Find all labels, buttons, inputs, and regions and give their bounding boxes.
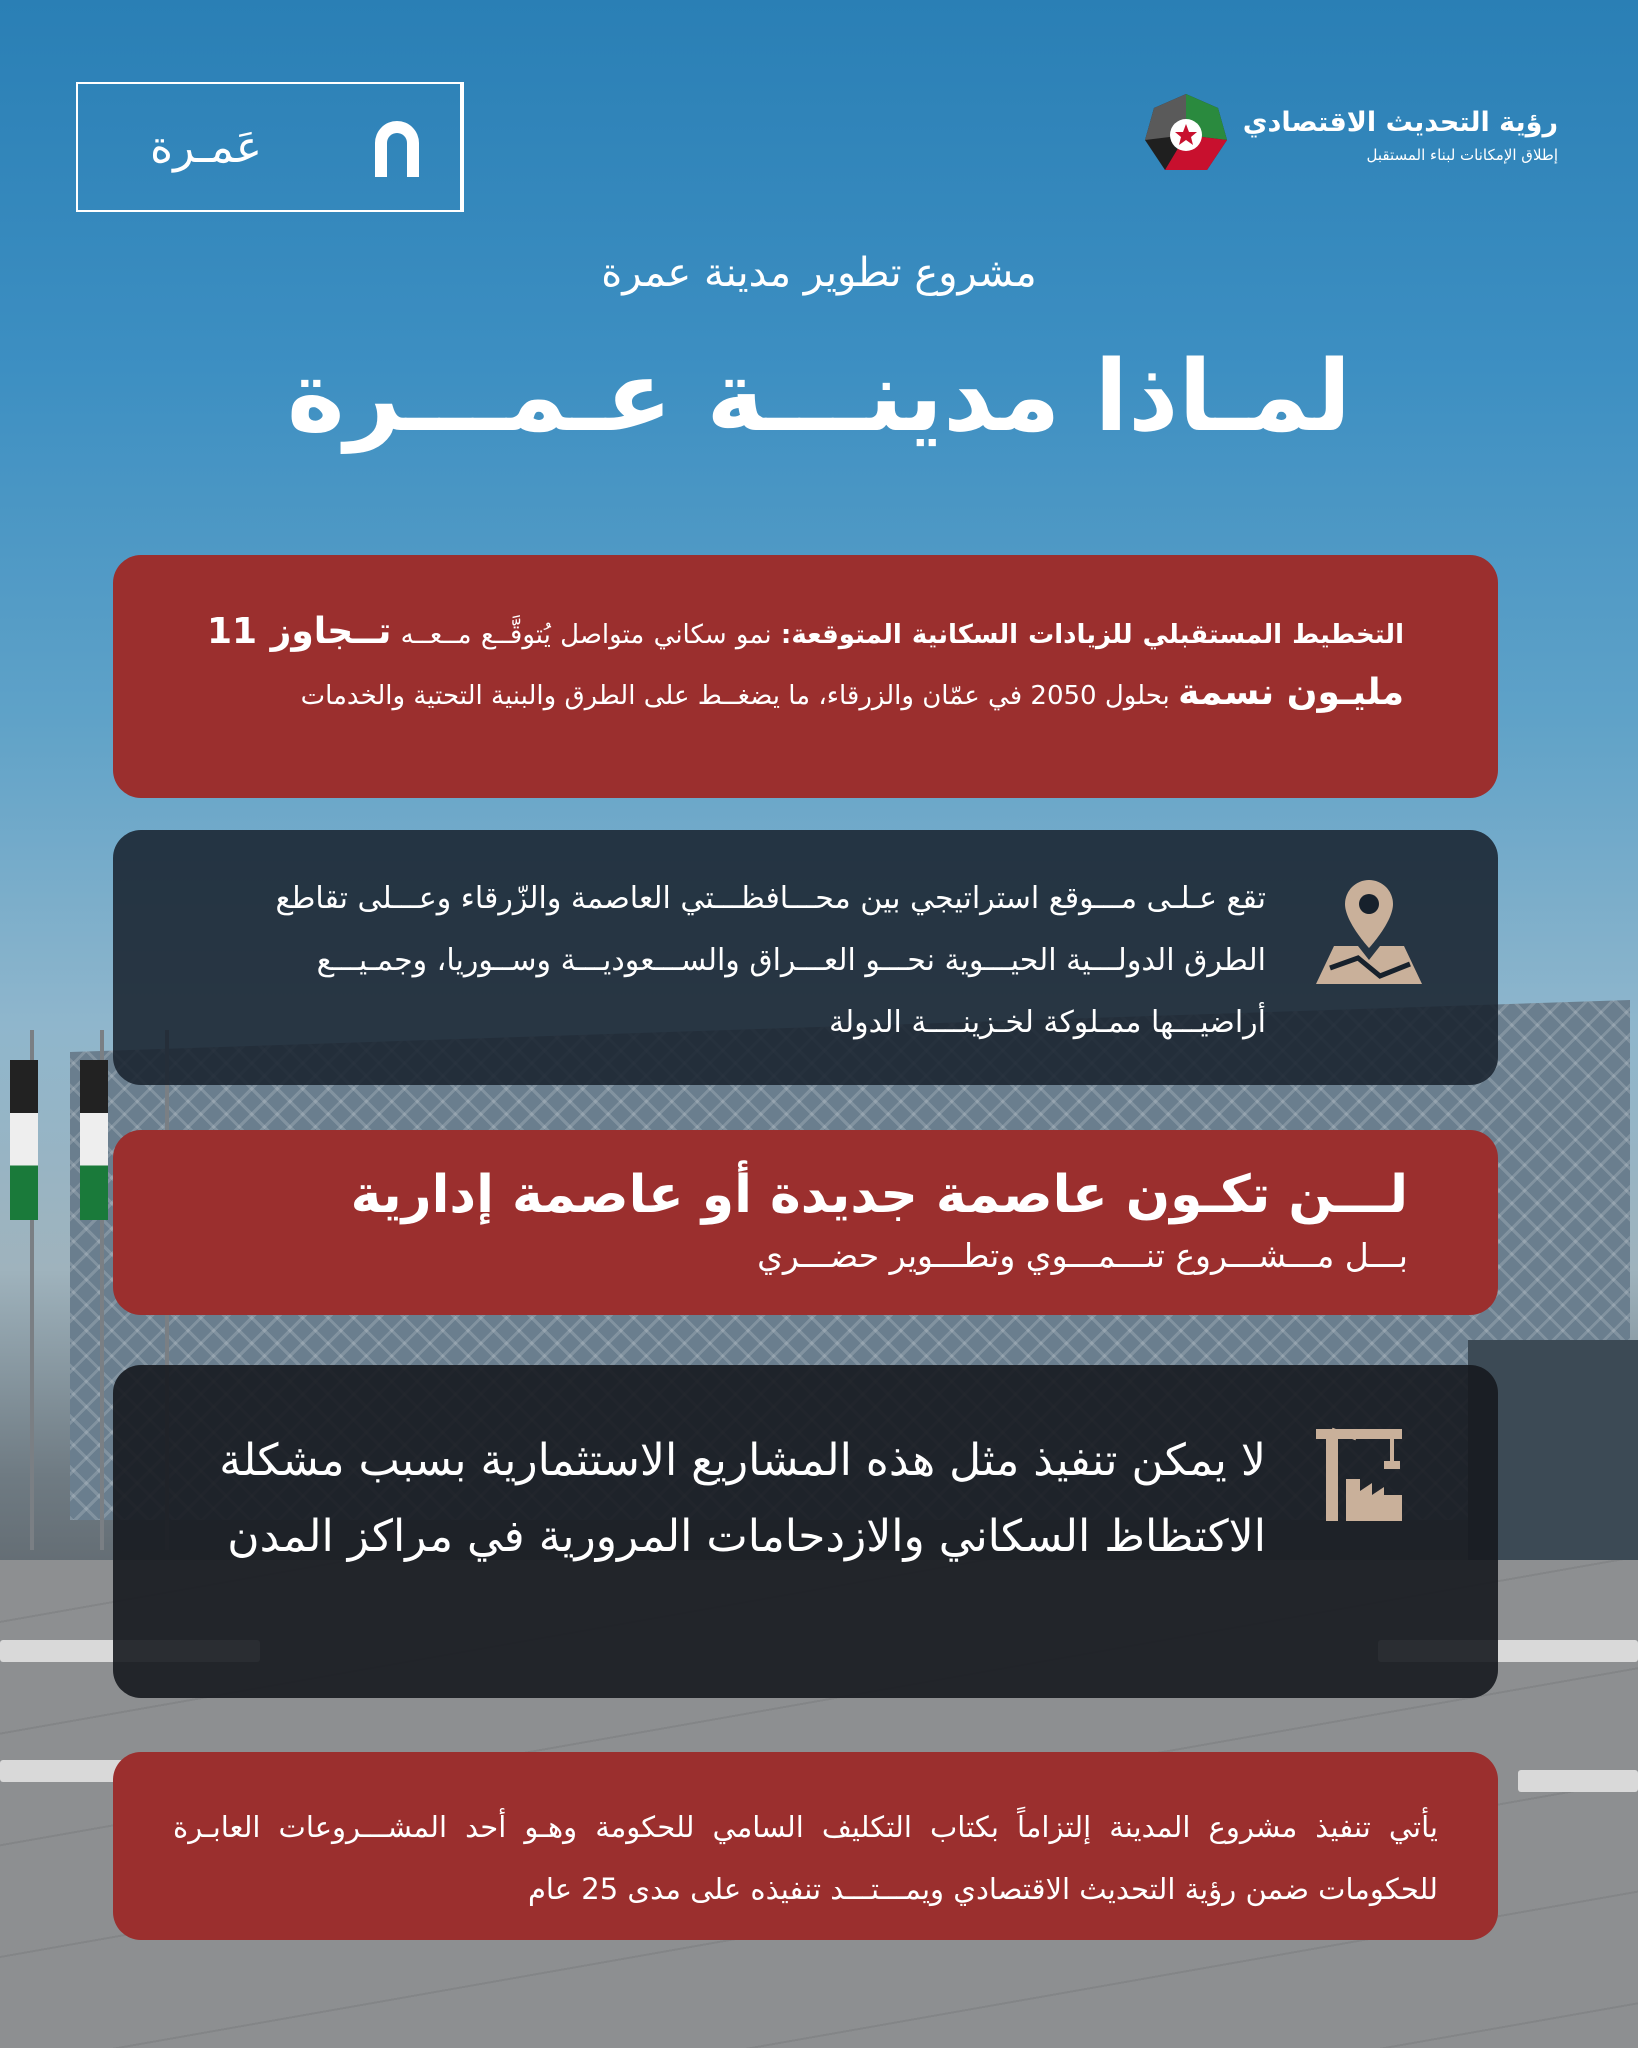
- omra-logo: [76, 82, 464, 212]
- flag: [10, 1060, 38, 1220]
- royal-mandate-text: يأتي تنفيذ مشروع المدينة إلتزاماً بكتاب التكليف السامي للحكومة وهـو أحد المشـــروعات العابـرة للحكومات ضمن رؤية التحديث الاقتصادي ويمـــتـــد تنفيذه على مدى 25 عام: [173, 1810, 1438, 1906]
- vision-tagline: إطلاق الإمكانات لبناء المستقبل: [1366, 145, 1558, 164]
- arch-icon: [369, 115, 425, 179]
- flag: [80, 1060, 108, 1220]
- page-subtitle: مشروع تطوير مدينة عمرة: [601, 250, 1037, 296]
- vision-emblem-icon: [1143, 92, 1229, 178]
- omra-logo-word: عَمـرة: [150, 121, 262, 173]
- construction-crane-icon: [1310, 1425, 1408, 1523]
- map-pin-icon: [1310, 872, 1428, 990]
- royal-mandate-card: [113, 1752, 1498, 1940]
- congestion-card: [113, 1365, 1498, 1698]
- population-text-2: بحلول 2050 في عمّان والزرقاء، ما يضغــط على الطرق والبنية التحتية والخدمات: [300, 681, 1179, 711]
- population-card: [113, 555, 1498, 798]
- not-capital-subline: بـــل مـــشـــروع تنـــمـــوي وتطـــوير حضـــري: [757, 1236, 1408, 1275]
- not-capital-card: [113, 1130, 1498, 1315]
- vision-logo: [1143, 92, 1558, 178]
- page-title: لمـاذا مدينـــة عـمـــرة: [286, 340, 1352, 454]
- population-figure: تــجاوز 11 مليـون نسمة: [207, 611, 1404, 713]
- population-text-1: نمو سكاني متواصل يُتوقَّــع مــعــه: [391, 620, 781, 650]
- location-card: [113, 830, 1498, 1085]
- omra-logo-mark: [334, 84, 462, 210]
- congestion-text: لا يمكن تنفيذ مثل هذه المشاريع الاستثمارية بسبب مشكلة الاكتظاظ السكاني والازدحامات المرورية في مراكز المدن: [219, 1435, 1266, 1562]
- not-capital-headline: لـــن تكـون عاصمة جديدة أو عاصمة إدارية: [350, 1165, 1408, 1225]
- curb: [1518, 1770, 1638, 1792]
- location-text: تقع عـلـى مـــوقع استراتيجي بين محـــافظـــتي العاصمة والزّرقاء وعـــلى تقاطع الطرق الدولـــية الحيـــوية نحـــو العـــراق والســـعوديـــة وســوريا، وجمـيـــع أراضيـــها ممـلوكة لخـزينــــة الدولة: [275, 881, 1266, 1040]
- population-lead: التخطيط المستقبلي للزيادات السكانية المتوقعة:: [780, 620, 1404, 650]
- vision-title: رؤية التحديث الاقتصادي: [1242, 106, 1558, 138]
